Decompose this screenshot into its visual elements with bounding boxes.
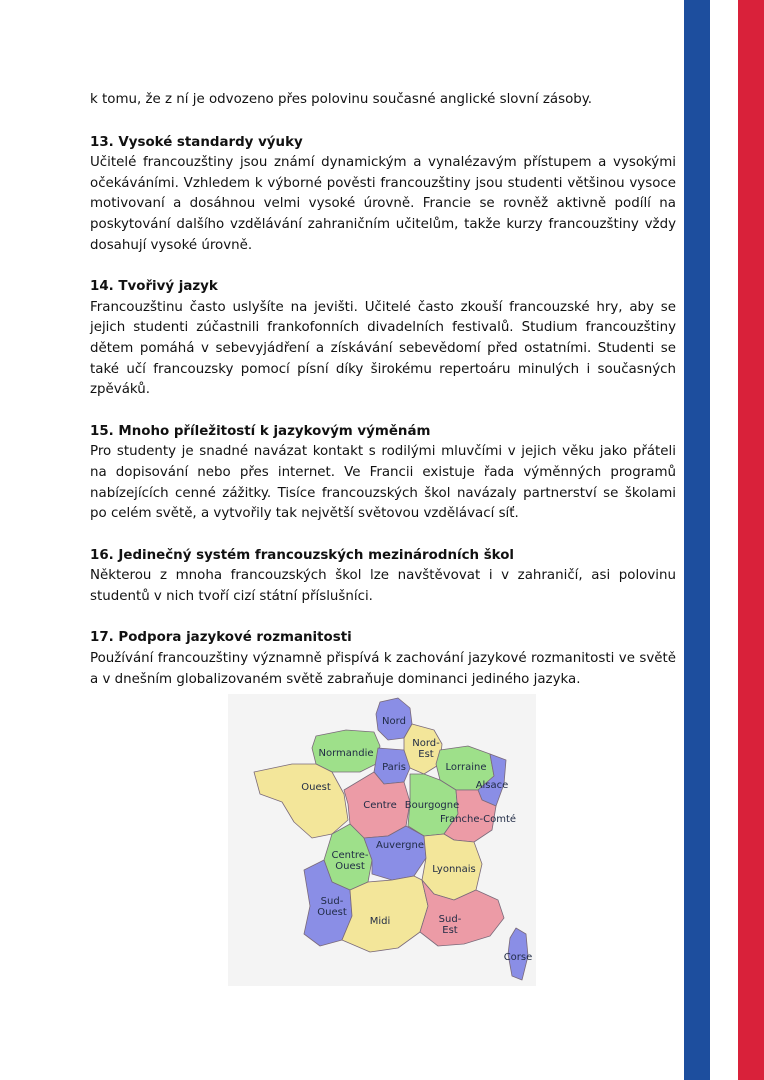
section-heading: 15. Mnoho příležitostí k jazykovým výměnám (90, 423, 431, 439)
flag-stripe-white (710, 0, 738, 1080)
section-17 (90, 628, 676, 690)
section-heading: 13. Vysoké standardy výuky (90, 134, 303, 150)
section-body: Francouzštinu často uslyšíte na jevišti. Učitelé často zkouší francouzské hry, aby se jejich studenti zúčastnili frankofonních divadelních festivalů. Studium francouzštiny dětem pomáhá v sebevyjádření a získávání sebevědomí před ostatními. Studenti se také učí francouzsky pomocí písní díky širokému repertoáru minulých i současných zpěváků. (90, 299, 676, 398)
section-body: Pro studenty je snadné navázat kontakt s rodilými mluvčími v jejich věku jako přáteli na dopisování nebo přes internet. Ve Francii existuje řada výměnných programů nabízejících cenné zážitky. Tisíce francouzských škol navázaly partnerství se školami po celém světě, a vytvořily tak největší světovou vzdělávací síť. (90, 444, 676, 522)
region-ouest (254, 764, 348, 838)
label-nord: Nord (382, 716, 406, 727)
flag-stripe-red (738, 0, 764, 1080)
label-corse: Corse (503, 952, 533, 963)
section-body: Některou z mnoha francouzských škol lze navštěvovat i v zahraničí, asi polovinu studentů v nich tvoří cizí státní příslušníci. (90, 568, 676, 604)
section-14 (90, 277, 676, 401)
label-sud-est: Sud-Est (438, 914, 462, 936)
section-heading: 14. Tvořivý jazyk (90, 279, 218, 295)
label-nord-est: Nord-Est (412, 738, 440, 760)
label-sud-ouest: Sud-Ouest (317, 896, 347, 918)
label-lorraine: Lorraine (445, 762, 487, 773)
label-normandie: Normandie (318, 748, 374, 759)
section-15 (90, 422, 676, 525)
label-auvergne: Auvergne (375, 840, 425, 851)
label-ouest: Ouest (301, 782, 331, 793)
label-franche-comte: Franche-Comté (439, 814, 517, 825)
label-bourgogne: Bourgogne (404, 800, 460, 811)
flag-stripe-blue (684, 0, 710, 1080)
section-16 (90, 546, 676, 608)
label-alsace: Alsace (475, 780, 509, 791)
label-lyonnais: Lyonnais (432, 864, 476, 875)
label-midi: Midi (369, 916, 391, 927)
region-midi (342, 876, 428, 952)
section-heading: 17. Podpora jazykové rozmanitosti (90, 630, 352, 646)
label-centre: Centre (363, 800, 397, 811)
intro-line: k tomu, že z ní je odvozeno přes polovinu současné anglické slovní zásoby. (90, 92, 593, 107)
label-centre-ouest: Centre-Ouest (331, 850, 369, 872)
map-svg (228, 694, 536, 986)
section-body: Používání francouzštiny významně přispívá k zachování jazykové rozmanitosti ve světě a v dnešním globalizovaném světě zabraňuje dominanci jediného jazyka. (90, 651, 676, 687)
france-regions-map (228, 694, 536, 986)
section-body: Učitelé francouzštiny jsou známí dynamickým a vynalézavým přístupem a vysokými očekáváními. Vzhledem k výborné pověsti francouzštiny jsou studenti většinou vysoce motivovaní a dosáhnou velmi vysoké úrovně. Francie se rovněž aktivně podílí na poskytování dalšího vzdělávání zahraničním učitelům, takže kurzy francouzštiny vždy dosahují vysoké úrovně. (90, 155, 676, 253)
label-paris: Paris (382, 762, 406, 773)
section-heading: 16. Jedinečný systém francouzských mezinárodních škol (90, 547, 515, 563)
document-body (90, 90, 676, 711)
section-13 (90, 133, 676, 257)
